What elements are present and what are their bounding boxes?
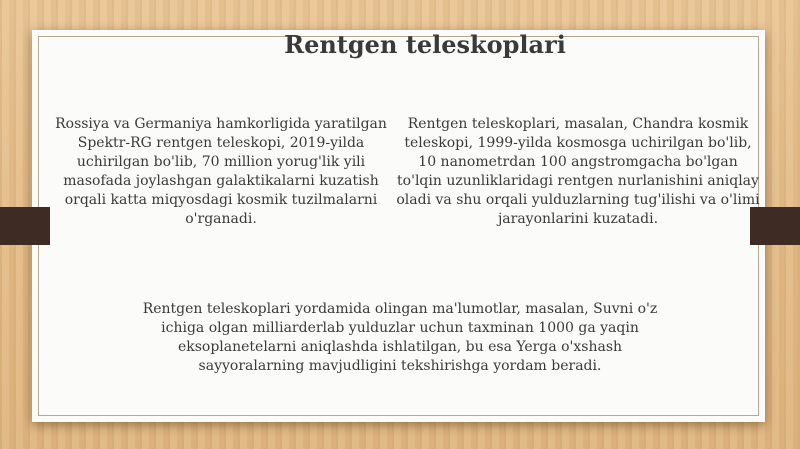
paragraph-exoplanets: Rentgen teleskoplari yordamida olingan ma'lumotlar, masalan, Suvni o'z ichiga olgan milliarderlab yulduzlar uchun taxminan 1000 ga yaqin eksoplanetelarni aniqlashda ishlatilgan, bu esa Yerga o'xshash sayyoralarning mavjudligini tekshirishga yordam beradi.: [142, 301, 658, 374]
paragraph-chandra: Rentgen teleskoplari, masalan, Chandra kosmik teleskopi, 1999-yilda kosmosga uchirilgan bo'lib, 10 nanometrdan 100 angstromgacha bo'lgan to'lqin uzunliklaridagi rentgen nurlanishini aniqlay oladi va shu orqali yulduzlarning tug'ilishi va o'limi jarayonlarini kuzatadi.: [396, 116, 760, 227]
left-decor-tab: [0, 207, 50, 245]
slide-title: Rentgen teleskoplari: [284, 30, 566, 59]
paragraph-spektr-rg: Rossiya va Germaniya hamkorligida yaratilgan Spektr-RG rentgen teleskopi, 2019-yilda uchirilgan bo'lib, 70 million yorug'lik yili masofada joylashgan galaktikalarni kuzatish orqali katta miqyosdagi kosmik tuzilmalarni o'rganadi.: [55, 116, 387, 227]
